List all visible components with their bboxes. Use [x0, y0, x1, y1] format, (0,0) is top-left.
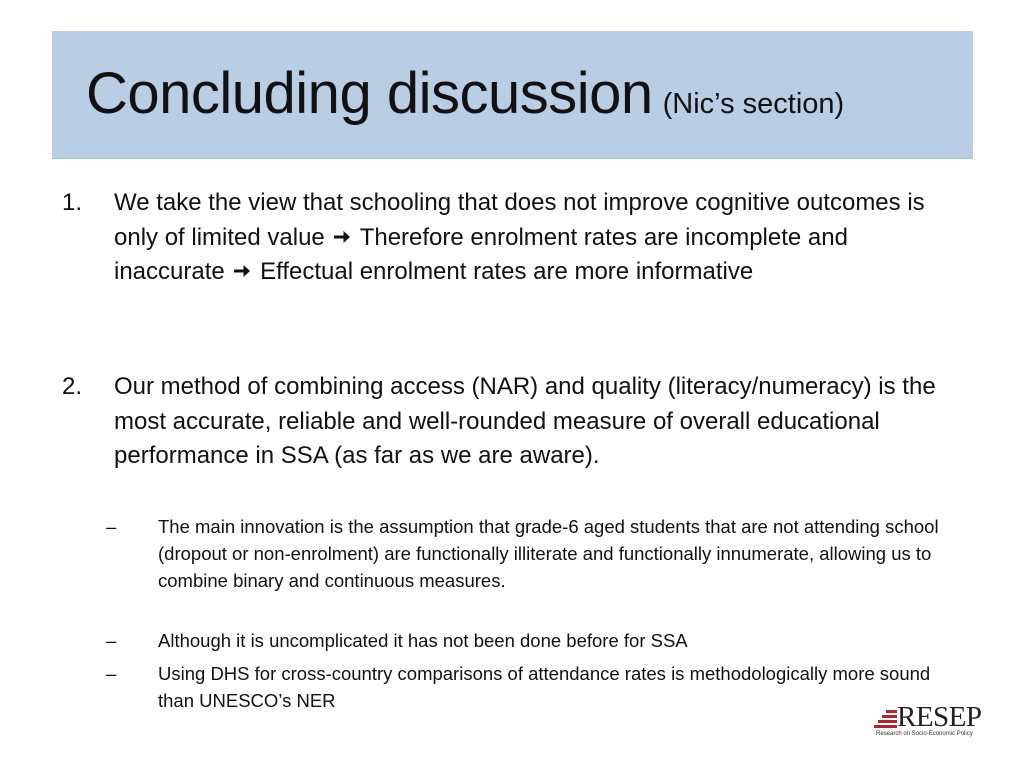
list-item-text: Our method of combining access (NAR) and quality (literacy/numeracy) is the most accurate, reliable and well-rounded measure of overall educational performance in SSA (as far as we are aware).: [114, 373, 936, 469]
list-item-text-part: Therefore enrolment rates are incomplete and inaccurate: [114, 223, 848, 285]
dash-bullet: –: [106, 630, 117, 651]
slide-title: [86, 61, 845, 126]
right-arrow-icon: [233, 262, 251, 280]
list-number: 1.: [62, 189, 83, 216]
list-item-text-part: Effectual enrolment rates are more informative: [260, 258, 754, 285]
list-number: 2.: [62, 373, 83, 400]
list-item: [62, 186, 962, 290]
sub-list-item-text: Although it is uncomplicated it has not been done before for SSA: [158, 630, 688, 651]
stairs-icon: [873, 704, 897, 732]
resep-logo: [873, 701, 985, 741]
list-item: [62, 370, 962, 474]
sub-list-item-text: Using DHS for cross-country comparisons of attendance rates is methodologically more sound than UNESCO’s NER: [158, 663, 931, 711]
logo-tagline: Research on Socio-Economic Policy: [876, 731, 973, 737]
dash-bullet: –: [106, 663, 117, 684]
title-bar: [52, 31, 973, 159]
sub-list-item-text: The main innovation is the assumption that grade-6 aged students that are not attending school (dropout or non-enrolment) are functionally illiterate and functionally innumerate, allowing us to combine binary and continuous measures.: [158, 516, 939, 591]
sub-list-item: [106, 627, 966, 654]
list-item-text: [114, 186, 962, 290]
list-item-text-part: We take the view that schooling that does not improve cognitive outcomes is only of limited value: [114, 189, 925, 251]
sub-list-item: [106, 660, 966, 714]
title-main: Concluding discussion: [86, 61, 653, 126]
dash-bullet: –: [106, 516, 117, 537]
sub-list-item: [106, 513, 966, 594]
title-subtitle: (Nic’s section): [662, 88, 845, 120]
logo-wordmark: RESEP: [897, 701, 982, 733]
right-arrow-icon: [333, 228, 351, 246]
